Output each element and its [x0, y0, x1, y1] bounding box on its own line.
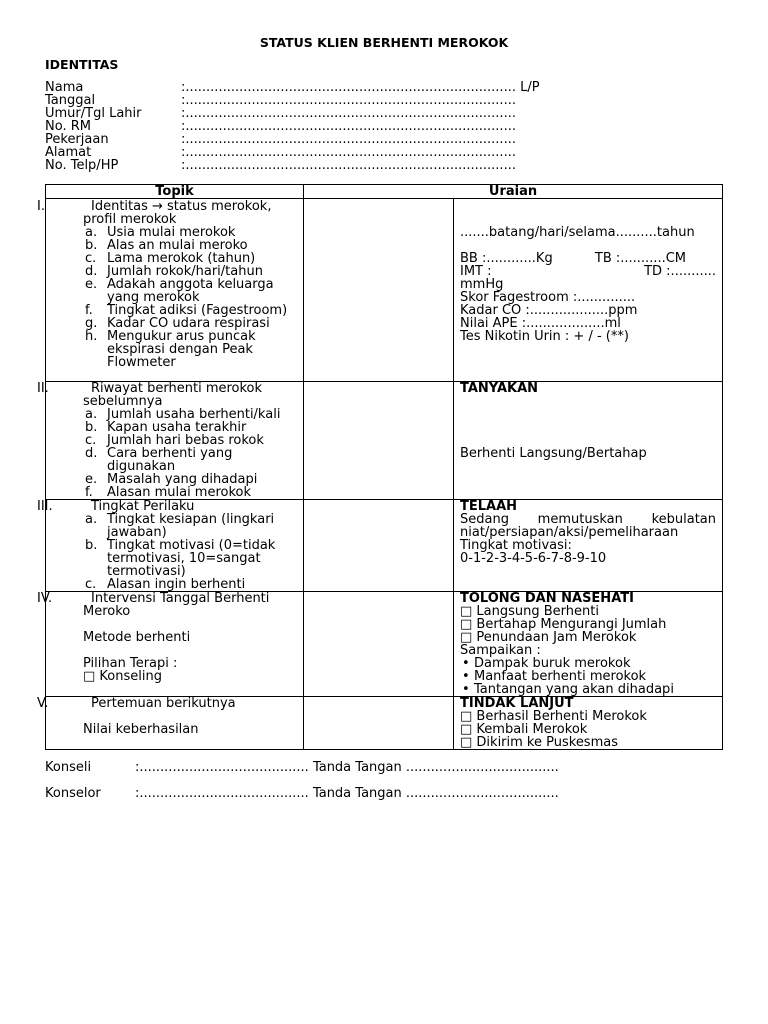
identitas-heading: IDENTITAS: [45, 57, 119, 72]
konseling-checkbox[interactable]: □ Konseling: [83, 669, 162, 684]
telaah-line-3: Tingkat motivasi:: [460, 538, 572, 553]
item-text: Kapan usaha terakhir: [107, 420, 247, 435]
blank-cell[interactable]: [304, 382, 454, 500]
item-letter: e.: [85, 277, 98, 292]
item-text: Alas an mulai meroko: [107, 238, 248, 253]
skor-line: Skor Fagestroom :..............: [460, 290, 636, 305]
uraian-cell: [454, 500, 723, 592]
field-label: No. Telp/HP: [45, 158, 119, 173]
item-letter: d.: [85, 446, 98, 461]
topik-cell: [37, 696, 304, 750]
section-title-text: Tingkat Perilaku: [91, 499, 195, 514]
item-letter: c.: [85, 251, 97, 266]
bullet-list: [460, 657, 716, 696]
table-row: [46, 500, 723, 592]
section-number: III.: [37, 499, 53, 514]
field-value: :................................................................................: [181, 158, 516, 173]
option-checkbox[interactable]: □ Berhasil Berhenti Merokok: [460, 709, 647, 724]
signature-line: :......................................... Tanda Tangan .....................................: [135, 786, 559, 801]
telaah-line-2: niat/persiapan/aksi/pemeliharaan: [460, 525, 679, 540]
item-letter: a.: [85, 225, 98, 240]
item-text: Cara berhenti yang digunakan: [107, 446, 233, 474]
blank-cell[interactable]: [304, 199, 454, 382]
item-text: Tingkat adiksi (Fagestroom): [107, 303, 288, 318]
section-number: II.: [37, 381, 49, 396]
table-row: [46, 697, 723, 750]
section-title: [37, 199, 300, 227]
tb-field: TB :...........CM: [594, 251, 687, 266]
item-text: Tingkat motivasi (0=tidak termotivasi, 10=sangat termotivasi): [107, 538, 276, 579]
item-letter: f.: [85, 303, 93, 318]
uraian-cell: [454, 697, 723, 750]
list-item: [49, 330, 300, 369]
imt-field: IMT :: [460, 264, 492, 279]
list-item: • Dampak buruk merokok: [460, 657, 716, 670]
section-number: IV.: [37, 591, 53, 606]
field-label: Nama: [45, 80, 84, 95]
list-item: [49, 578, 300, 591]
item-letter: h.: [85, 329, 98, 344]
td-field: TD :...........: [644, 264, 717, 279]
section-title-text: Riwayat berhenti merokok sebelumnya: [83, 381, 263, 409]
uraian-cell: [454, 382, 723, 500]
option-checkbox[interactable]: □ Dikirim ke Puskesmas: [460, 735, 618, 750]
topik-cell: [37, 591, 304, 697]
blank-cell[interactable]: [304, 500, 454, 592]
list-item: [49, 486, 300, 499]
status-table: [37, 184, 723, 750]
field-value: :................................................................................: [181, 106, 516, 121]
field-value: :................................................................................ L/P: [181, 80, 540, 95]
table-row: [46, 382, 723, 500]
item-letter: e.: [85, 472, 98, 487]
item-letter: a.: [85, 407, 98, 422]
field-value: :................................................................................: [181, 93, 516, 108]
signature-label: Konseli: [45, 760, 92, 775]
motivation-scale[interactable]: 0-1-2-3-4-5-6-7-8-9-10: [460, 551, 607, 566]
nilai-label: Nilai keberhasilan: [83, 722, 199, 737]
field-value: :................................................................................: [181, 145, 516, 160]
item-text: Jumlah rokok/hari/tahun: [107, 264, 263, 279]
tanyakan-heading: TANYAKAN: [460, 381, 539, 396]
list-item: • Tantangan yang akan dihadapi: [460, 683, 716, 696]
field-label: Tanggal: [45, 93, 96, 108]
item-text: Alasan ingin berhenti: [107, 577, 246, 592]
section-number: V.: [37, 696, 49, 711]
item-text: Tingkat kesiapan (lingkari jawaban): [107, 512, 275, 540]
item-text: Adakah anggota keluarga yang merokok: [107, 277, 274, 305]
signature-konseli[interactable]: [45, 761, 559, 774]
item-letter: b.: [85, 538, 98, 553]
field-label: No. RM: [45, 119, 91, 134]
blank-cell[interactable]: [304, 697, 454, 750]
table-row: [46, 199, 723, 382]
list-item: • Manfaat berhenti merokok: [460, 670, 716, 683]
uraian-cell: [454, 592, 723, 697]
item-text: Kadar CO udara respirasi: [107, 316, 270, 331]
item-letter: b.: [85, 420, 98, 435]
section-title: [37, 591, 300, 619]
option-checkbox[interactable]: □ Langsung Berhenti: [460, 604, 599, 619]
pilihan-label: Pilihan Terapi :: [83, 656, 178, 671]
item-letter: d.: [85, 264, 98, 279]
section-title: [37, 696, 300, 711]
section-title-text: Pertemuan berikutnya: [91, 696, 236, 711]
berhenti-text: Berhenti Langsung/Bertahap: [460, 446, 647, 461]
item-text: Mengukur arus puncak ekspirasi dengan Peak Flowmeter: [107, 329, 256, 370]
table-row: [46, 592, 723, 697]
section-title-text: Intervensi Tanggal Berhenti Meroko: [83, 591, 270, 619]
signature-label: Konselor: [45, 786, 101, 801]
item-text: Lama merokok (tahun): [107, 251, 256, 266]
list-item: [49, 447, 300, 473]
field-label: Alamat: [45, 145, 92, 160]
signature-konselor[interactable]: [45, 787, 559, 800]
item-letter: b.: [85, 238, 98, 253]
bb-field: BB :............Kg: [460, 251, 553, 266]
field-value: :................................................................................: [181, 119, 516, 134]
header-uraian: Uraian: [304, 185, 723, 199]
item-text: Jumlah hari bebas rokok: [107, 433, 264, 448]
signature-line: :......................................... Tanda Tangan .....................................: [135, 760, 559, 775]
batang-line: .......batang/hari/selama..........tahun: [460, 225, 695, 240]
telaah-line-1: Sedang memutuskan kebulatan: [460, 512, 717, 527]
item-letter: g.: [85, 316, 98, 331]
header-topik: Topik: [46, 185, 304, 199]
co-line: Kadar CO :...................ppm: [460, 303, 638, 318]
blank-cell[interactable]: [304, 592, 454, 697]
table-header-row: [46, 185, 723, 199]
uraian-cell: [454, 199, 723, 382]
item-text: Jumlah usaha berhenti/kali: [107, 407, 281, 422]
item-text: Alasan mulai merokok: [107, 485, 252, 500]
topik-cell: [37, 199, 304, 382]
option-checkbox[interactable]: □ Penundaan Jam Merokok: [460, 630, 637, 645]
topik-cell: [37, 499, 304, 592]
metode-label: Metode berhenti: [83, 630, 191, 645]
tolong-heading: TOLONG DAN NASEHATI: [460, 591, 634, 606]
option-checkbox[interactable]: □ Kembali Merokok: [460, 722, 588, 737]
item-letter: f.: [85, 485, 93, 500]
list-item: [49, 278, 300, 304]
list-item: [49, 513, 300, 539]
item-text: Usia mulai merokok: [107, 225, 236, 240]
mmhg-line: mmHg: [460, 277, 504, 292]
option-checkbox[interactable]: □ Bertahap Mengurangi Jumlah: [460, 617, 667, 632]
topik-cell: [37, 381, 304, 500]
telaah-heading: TELAAH: [460, 499, 518, 514]
item-letter: c.: [85, 577, 97, 592]
section-number: I.: [37, 199, 45, 214]
item-letter: c.: [85, 433, 97, 448]
nikotin-line: Tes Nikotin Urin : + / - (**): [460, 329, 629, 344]
page-title: STATUS KLIEN BERHENTI MEROKOK: [259, 35, 509, 50]
field-label: Umur/Tgl Lahir: [45, 106, 142, 121]
ape-line: Nilai APE :...................ml: [460, 316, 621, 331]
section-title: [37, 381, 300, 409]
item-letter: a.: [85, 512, 98, 527]
field-telp[interactable]: [45, 159, 516, 172]
section-title-text: Identitas → status merokok, profil merokok: [83, 199, 272, 227]
list-item: [49, 539, 300, 578]
field-label: Pekerjaan: [45, 132, 109, 147]
item-text: Masalah yang dihadapi: [107, 472, 258, 487]
tindak-heading: TINDAK LANJUT: [460, 696, 574, 711]
sampaikan-label: Sampaikan :: [460, 643, 541, 658]
field-value: :................................................................................: [181, 132, 516, 147]
